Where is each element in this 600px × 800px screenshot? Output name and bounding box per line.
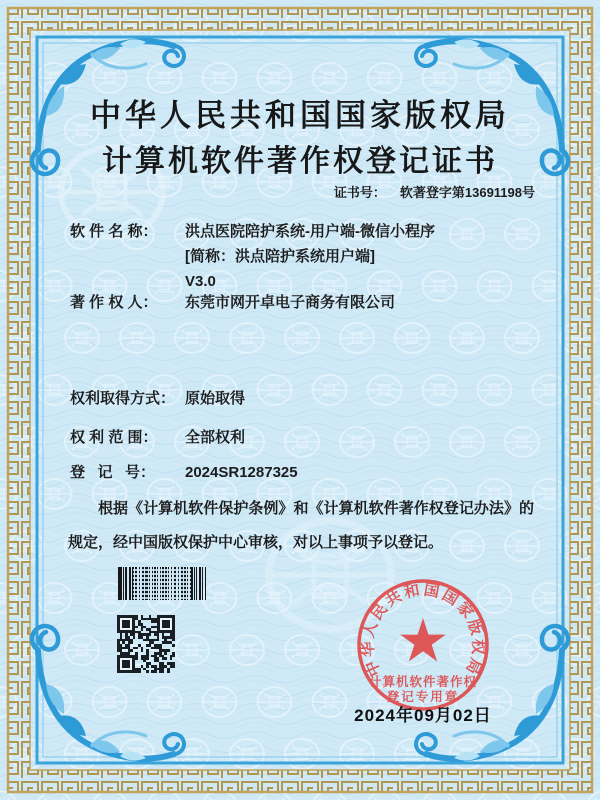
issue-date: 2024年09月02日 bbox=[354, 706, 492, 725]
qr-finder-icon bbox=[117, 655, 135, 673]
certificate-number bbox=[0, 182, 535, 201]
field-label: 著 作 权 人： bbox=[70, 294, 158, 311]
seal-star-icon bbox=[400, 618, 446, 661]
qr-finder-icon bbox=[157, 615, 175, 633]
software-shortname-line: [简称：洪点陪护系统用户端] bbox=[185, 248, 375, 265]
seal-line1: 计算机软件著作权 bbox=[368, 675, 478, 689]
seal-line2: 登记专用章 bbox=[386, 690, 460, 704]
field-label: 权利取得方式： bbox=[70, 390, 176, 407]
certificate-number-label: 证书号： bbox=[333, 185, 386, 200]
certificate-number-value: 软著登字第13691198号 bbox=[399, 185, 535, 200]
field-label: 权 利 范 围： bbox=[70, 429, 158, 446]
field-acquisition-method bbox=[70, 386, 540, 411]
qr-code bbox=[117, 615, 175, 673]
certificate-type-title: 计算机软件著作权登记证书 bbox=[102, 145, 498, 178]
field-label: 登 记 号： bbox=[70, 464, 156, 481]
field-copyright-owner bbox=[70, 290, 540, 315]
field-software-name bbox=[70, 219, 540, 294]
qr-finder-icon bbox=[117, 615, 135, 633]
seal-arc-text: 中华人民共和国国家版权局 bbox=[359, 581, 487, 679]
barcode bbox=[118, 567, 206, 600]
field-rights-scope bbox=[70, 425, 540, 450]
authority-title: 中华人民共和国国家版权局 bbox=[90, 98, 510, 133]
acquisition-method-value: 原始取得 bbox=[185, 390, 246, 407]
software-version-line: V3.0 bbox=[185, 273, 216, 290]
copyright-owner-value: 东莞市网开卓电子商务有限公司 bbox=[185, 294, 396, 311]
field-registration-number bbox=[70, 460, 540, 485]
software-name-line: 洪点医院陪护系统-用户端-微信小程序 bbox=[185, 223, 435, 240]
registration-number-value: 2024SR1287325 bbox=[185, 464, 298, 481]
field-label: 软 件 名 称： bbox=[70, 223, 158, 240]
rights-scope-value: 全部权利 bbox=[185, 429, 246, 446]
registration-statement: 根据《计算机软件保护条例》和《计算机软件著作权登记办法》的规定，经中国版权保护中心审核，对以上事项予以登记。 bbox=[68, 500, 534, 551]
